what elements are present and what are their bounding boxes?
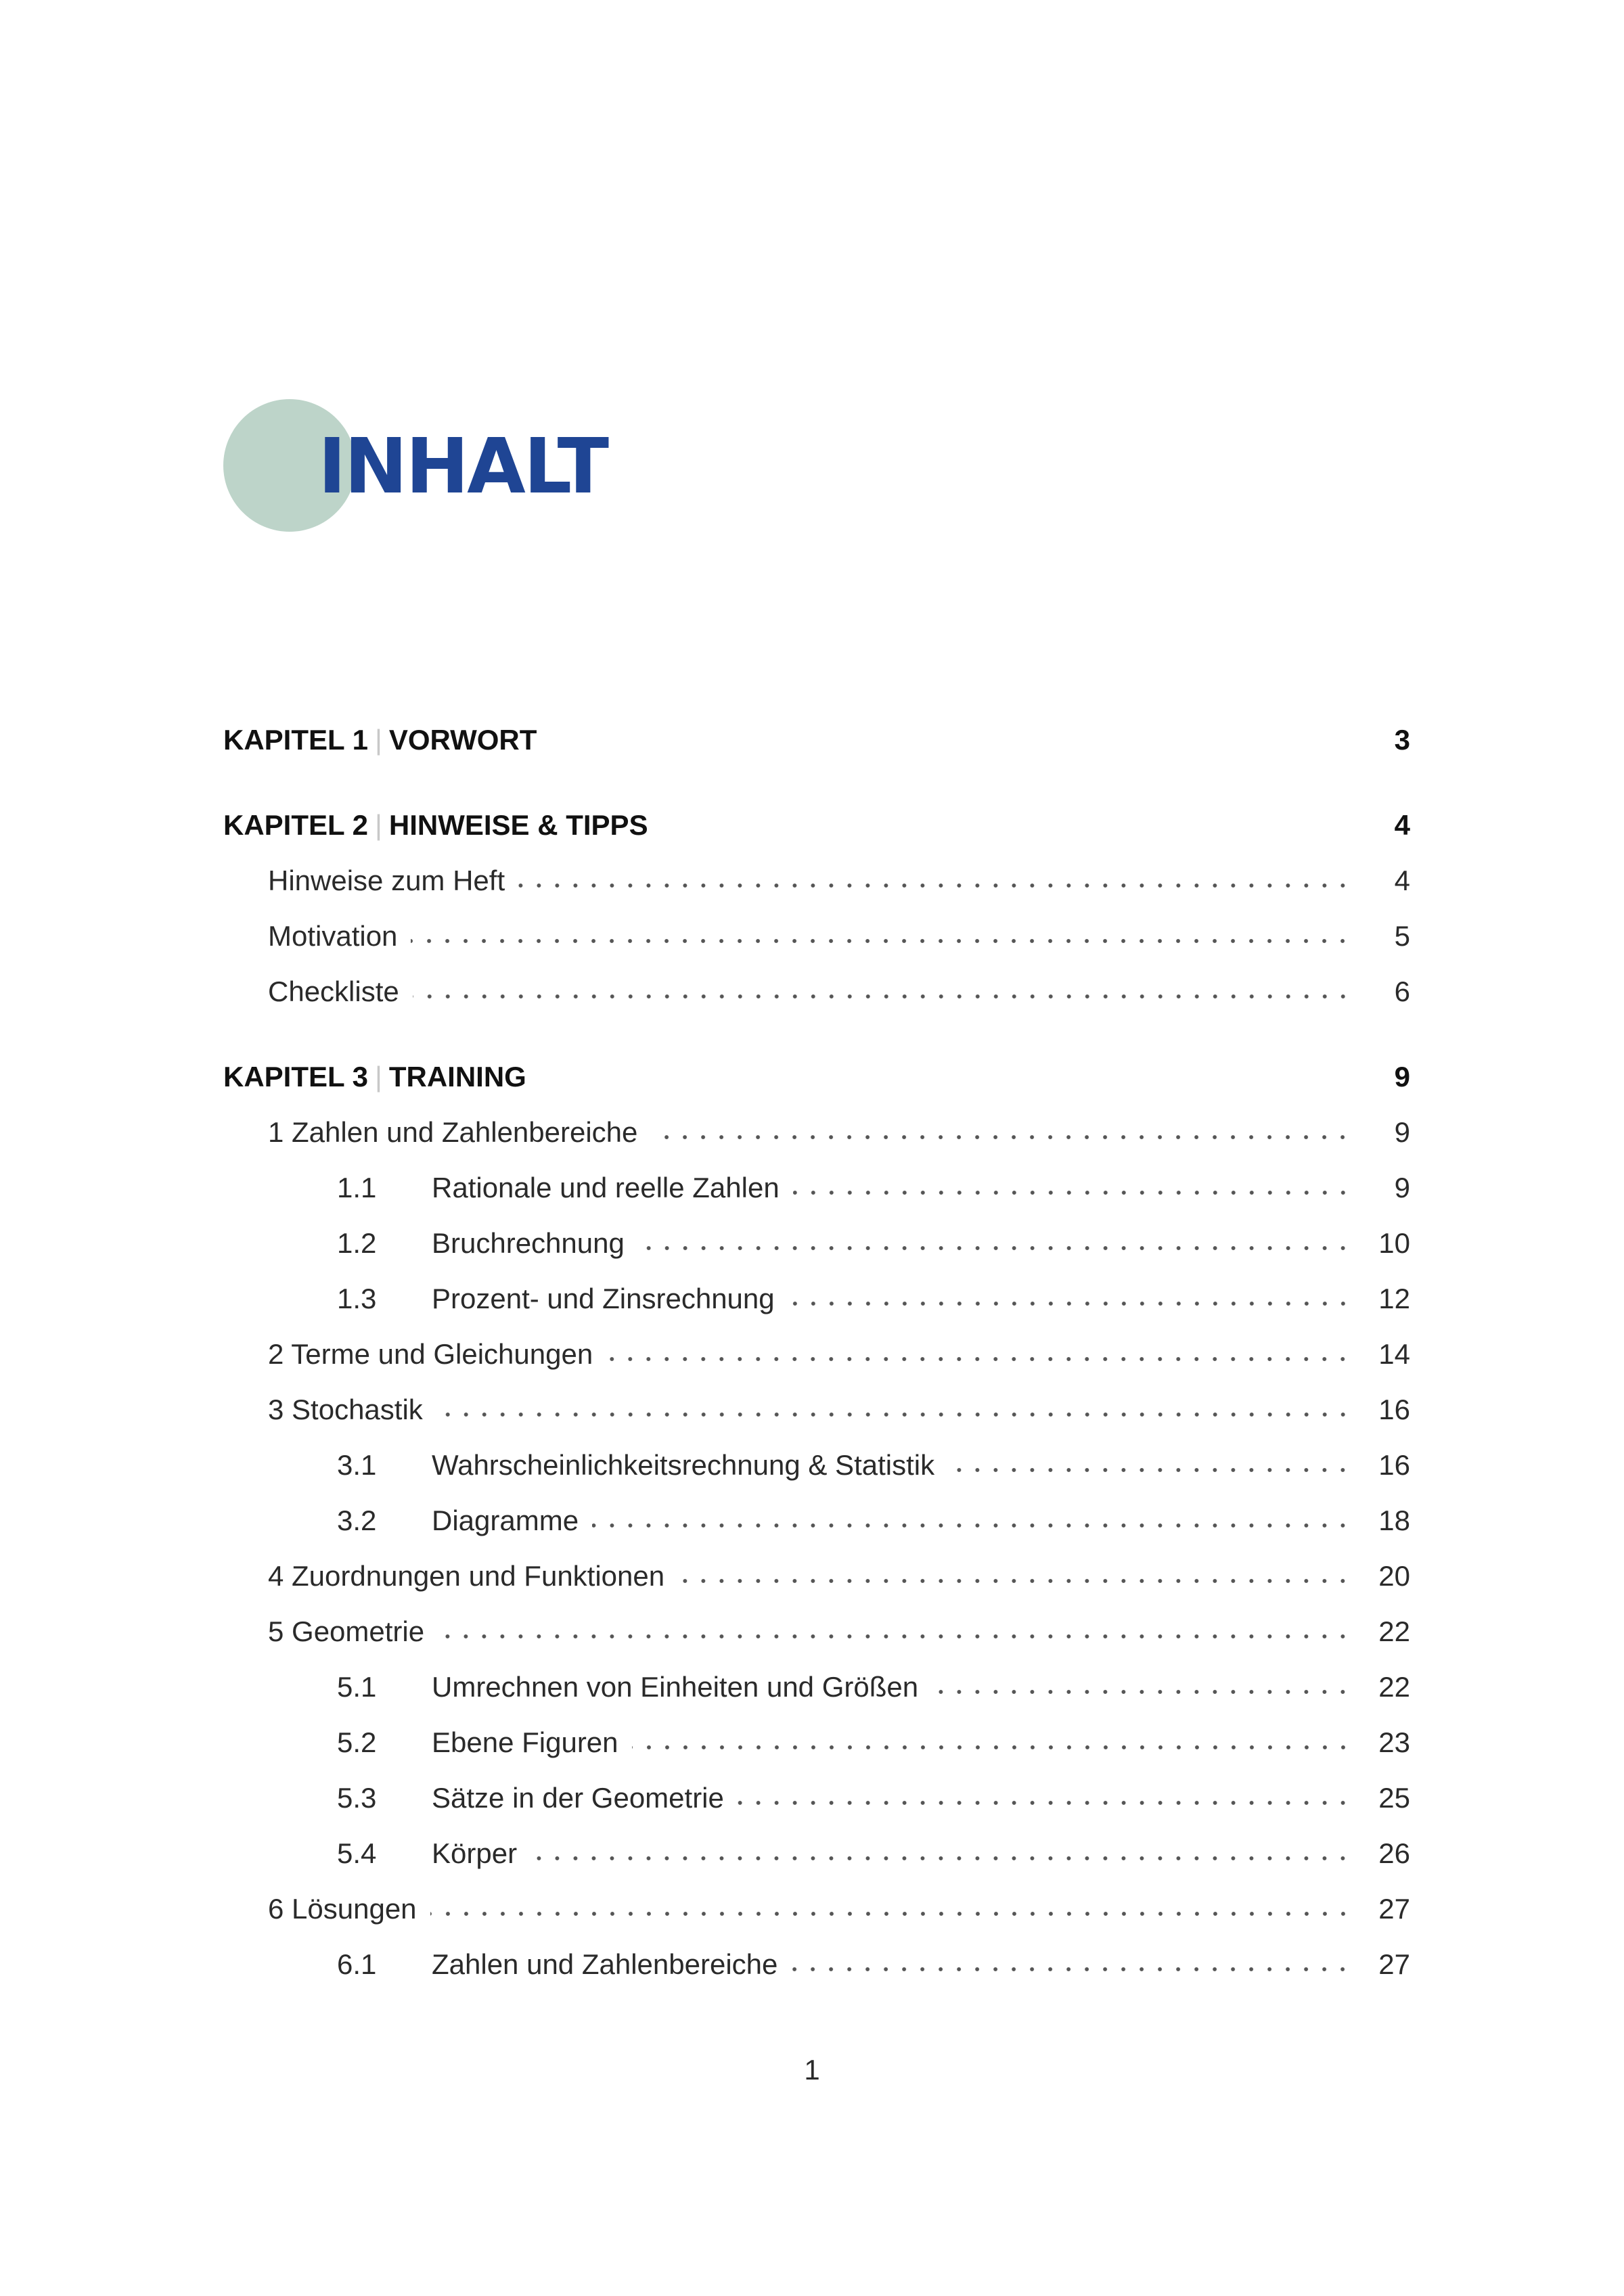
toc-entry-text: Wahrscheinlichkeitsrechnung & Statistik <box>432 1449 935 1481</box>
toc-entry-text: Rationale und reelle Zahlen <box>432 1172 780 1203</box>
dot-leader <box>788 1300 1352 1307</box>
toc-page-number: 9 <box>1394 1116 1410 1148</box>
toc-chapter-3[interactable] <box>223 1038 1410 1093</box>
chapter-3-entries <box>223 1093 1410 1981</box>
toc-page-number: 27 <box>1378 1893 1410 1925</box>
toc-entry-title <box>223 1726 618 1759</box>
toc-entry-number: 1.2 <box>337 1227 377 1259</box>
toc-chapter-heading <box>223 809 648 842</box>
toc-page-number: 26 <box>1378 1837 1410 1869</box>
dot-leader <box>791 1966 1352 1973</box>
toc-entry-title <box>223 920 397 952</box>
toc-page-number: 22 <box>1378 1671 1410 1703</box>
dot-leader <box>413 993 1352 1000</box>
toc-entry-number: 5.3 <box>337 1782 377 1814</box>
dot-leader <box>430 1910 1352 1917</box>
toc-entry-text: 5 Geometrie <box>268 1615 425 1647</box>
toc-entry-title <box>223 1615 424 1648</box>
toc-page-number: 25 <box>1378 1782 1410 1814</box>
toc-entry-text: Motivation <box>268 920 398 952</box>
toc-entry-text: Checkliste <box>268 975 399 1007</box>
toc-entry-text: Ebene Figuren <box>432 1726 618 1758</box>
toc-entry-text: Prozent- und Zinsrechnung <box>432 1283 775 1314</box>
toc-entry[interactable] <box>223 1093 1410 1149</box>
toc-entry[interactable] <box>223 1537 1410 1592</box>
dot-leader <box>550 741 1352 748</box>
chapter-name: HINWEISE & TIPPS <box>388 809 648 841</box>
toc-entry-title <box>223 1837 517 1870</box>
title-block <box>223 399 629 534</box>
toc-entry[interactable] <box>223 1925 1410 1981</box>
table-of-contents <box>223 701 1410 1981</box>
toc-entry-number: 5.1 <box>337 1671 377 1703</box>
toc-page-number: 10 <box>1378 1227 1410 1259</box>
dot-leader <box>518 882 1352 889</box>
toc-entry[interactable] <box>223 1759 1410 1814</box>
toc-page-number: 5 <box>1394 920 1410 952</box>
chapter-label: KAPITEL 1 <box>223 724 368 756</box>
toc-entry-title <box>223 975 399 1008</box>
dot-leader <box>411 938 1352 944</box>
dot-leader <box>948 1467 1352 1473</box>
toc-page-number: 27 <box>1378 1948 1410 1980</box>
dot-leader <box>738 1799 1352 1806</box>
toc-page-number: 9 <box>1394 1061 1410 1093</box>
toc-entry-text: 2 Terme und Gleichungen <box>268 1338 593 1370</box>
dot-leader <box>592 1522 1352 1529</box>
toc-page-number: 16 <box>1378 1449 1410 1481</box>
toc-chapter-1[interactable] <box>223 701 1410 756</box>
toc-entry[interactable] <box>223 1482 1410 1537</box>
dot-leader <box>436 1411 1352 1418</box>
toc-entry-title <box>223 1782 724 1814</box>
toc-page-number: 14 <box>1378 1338 1410 1370</box>
toc-entry-number: 3.2 <box>337 1505 377 1536</box>
page-number-footer: 1 <box>804 2054 820 2086</box>
dot-leader <box>932 1689 1352 1695</box>
toc-page-number: 3 <box>1394 724 1410 756</box>
chapter-separator: | <box>374 724 382 756</box>
toc-page-number: 6 <box>1394 975 1410 1007</box>
toc-page-number: 23 <box>1378 1726 1410 1758</box>
chapter-separator: | <box>374 1061 382 1093</box>
chapter-name: VORWORT <box>388 724 537 756</box>
dot-leader <box>632 1744 1352 1751</box>
toc-entry[interactable] <box>223 1648 1410 1703</box>
toc-entry-title <box>223 1449 934 1482</box>
dot-leader <box>531 1855 1352 1862</box>
page-title: INHALT <box>318 423 608 511</box>
toc-entry[interactable] <box>223 1204 1410 1260</box>
toc-entry[interactable] <box>223 1371 1410 1426</box>
toc-entry-title <box>223 1671 918 1703</box>
chapter-label: KAPITEL 3 <box>223 1061 368 1093</box>
dot-leader <box>438 1633 1352 1640</box>
toc-entry-number: 1.3 <box>337 1283 377 1314</box>
dot-leader <box>638 1245 1352 1252</box>
chapter-label: KAPITEL 2 <box>223 809 368 841</box>
toc-page-number: 20 <box>1378 1560 1410 1592</box>
toc-entry-text: 6 Lösungen <box>268 1893 417 1925</box>
toc-entry[interactable] <box>223 1149 1410 1204</box>
toc-entry-number: 1.1 <box>337 1172 377 1203</box>
toc-chapter-heading <box>223 1061 526 1093</box>
toc-entry-title <box>223 1505 579 1537</box>
dot-leader <box>662 827 1352 833</box>
toc-entry-text: Diagramme <box>432 1505 579 1536</box>
toc-page-number: 22 <box>1378 1615 1410 1647</box>
toc-entry-title <box>223 1893 417 1925</box>
toc-entry-number: 5.4 <box>337 1837 377 1869</box>
toc-entry-text: Bruchrechnung <box>432 1227 625 1259</box>
dot-leader <box>606 1356 1352 1362</box>
toc-entry-text: Sätze in der Geometrie <box>432 1782 724 1814</box>
toc-chapter-2[interactable] <box>223 786 1410 842</box>
toc-entry[interactable] <box>223 1592 1410 1648</box>
chapter-name: TRAINING <box>388 1061 526 1093</box>
toc-entry-text: Zahlen und Zahlenbereiche <box>432 1948 778 1980</box>
toc-entry-title <box>223 1227 625 1260</box>
toc-entry-text: Hinweise zum Heft <box>268 865 505 896</box>
toc-entry-title <box>223 1283 775 1315</box>
dot-leader <box>540 1078 1352 1085</box>
toc-entry-title <box>223 1172 780 1204</box>
toc-chapter-heading <box>223 724 537 756</box>
toc-entry[interactable] <box>223 842 1410 897</box>
toc-entry-title <box>223 865 505 897</box>
chapter-separator: | <box>374 809 382 841</box>
toc-page-number: 12 <box>1378 1283 1410 1314</box>
toc-entry[interactable] <box>223 952 1410 1008</box>
toc-entry[interactable] <box>223 897 1410 952</box>
toc-entry-number: 6.1 <box>337 1948 377 1980</box>
toc-entry-text: Umrechnen von Einheiten und Größen <box>432 1671 919 1703</box>
toc-entry[interactable] <box>223 1814 1410 1870</box>
toc-entry[interactable] <box>223 1260 1410 1315</box>
toc-entry-title <box>223 1948 777 1981</box>
toc-page-number: 18 <box>1378 1505 1410 1536</box>
toc-entry-text: 4 Zuordnungen und Funktionen <box>268 1560 665 1592</box>
toc-entry-title <box>223 1394 423 1426</box>
toc-page-number: 4 <box>1394 865 1410 896</box>
dot-leader <box>651 1134 1352 1141</box>
toc-entry-text: 3 Stochastik <box>268 1394 423 1425</box>
toc-entry[interactable] <box>223 1426 1410 1482</box>
chapter-2-entries <box>223 842 1410 1008</box>
toc-entry[interactable] <box>223 1315 1410 1371</box>
toc-entry-title <box>223 1560 664 1592</box>
toc-entry-title <box>223 1116 637 1149</box>
toc-entry[interactable] <box>223 1703 1410 1759</box>
dot-leader <box>678 1578 1352 1584</box>
dot-leader <box>793 1189 1352 1196</box>
toc-page-number: 4 <box>1394 809 1410 841</box>
toc-page-number: 16 <box>1378 1394 1410 1425</box>
toc-entry-title <box>223 1338 593 1371</box>
toc-entry-text: Körper <box>432 1837 518 1869</box>
toc-entry-number: 3.1 <box>337 1449 377 1481</box>
toc-page-number: 9 <box>1394 1172 1410 1203</box>
toc-entry-text: 1 Zahlen und Zahlenbereiche <box>268 1116 638 1148</box>
toc-entry-number: 5.2 <box>337 1726 377 1758</box>
toc-entry[interactable] <box>223 1870 1410 1925</box>
